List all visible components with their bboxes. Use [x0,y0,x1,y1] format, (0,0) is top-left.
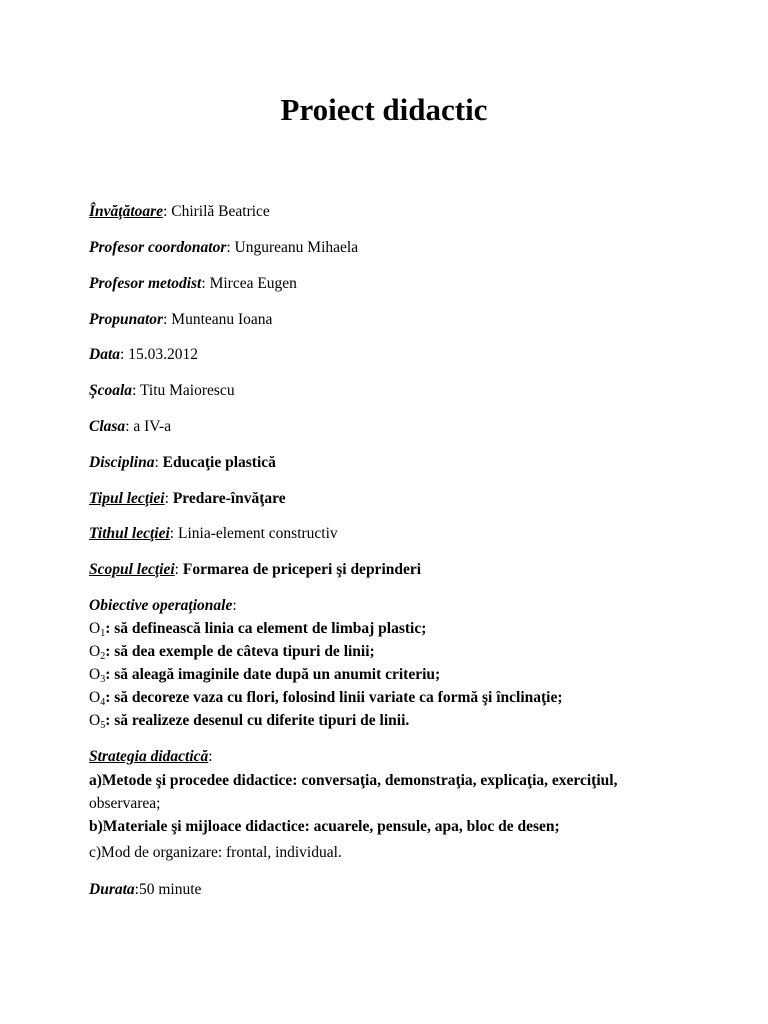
objective-item: $O_2$: să dea exemple de câteva tipuri de linii; [89,643,375,662]
field-disciplina [89,453,276,473]
field-propunator [89,310,272,330]
field-titlul-lectiei [89,524,338,544]
objective-item: $O_4$: să decoreze vaza cu flori, folosind linii variate ca formă şi înclinaţie; [89,689,563,708]
objective-item: $O_3$: să aleagă imaginile date după un anumit criteriu; [89,666,441,685]
field-label: Tipul lecţiei [89,490,165,507]
field-scoala [89,381,235,401]
field-separator: : [132,382,137,399]
field-value: Chirilă Beatrice [171,203,270,220]
field-label: Data [89,346,120,363]
field-label: Tithul lecţiei [89,525,170,542]
strategy-methods: a)Metode şi procedee didactice: conversaţia, demonstraţia, explicaţia, exerciţiul, [89,772,618,789]
field-value: Ungureanu Mihaela [234,239,359,256]
field-value: a IV-a [133,418,172,435]
field-value: Predare-învăţare [172,490,286,507]
objectives-heading [89,596,237,616]
field-label: Disciplina [89,454,155,471]
strategy-heading [89,747,213,767]
field-separator: : [226,239,231,256]
field-invatatoare [89,202,270,222]
field-label: Propunator [89,311,164,328]
objective-item: $O_5$: să realizeze desenul cu diferite tipuri de linii. [89,712,410,731]
strategy-methods-cont: observarea; [89,795,161,812]
objective-item: $O_1$: să definească linia ca element de limbaj plastic; [89,620,427,639]
field-label: Scopul lecţiei [89,561,175,578]
strategy-label: Strategia didactică [89,748,209,765]
strategy-organization: c)Mod de organizare: frontal, individual. [89,844,342,861]
field-separator: : [201,275,206,292]
field-durata [89,880,201,900]
strategy-materials: b)Materiale şi mijloace didactice: acuarele, pensule, apa, bloc de desen; [89,818,560,835]
field-clasa [89,417,171,437]
field-data [89,345,198,365]
field-scopul-lectiei [89,560,421,580]
field-value: Titu Maiorescu [139,382,235,399]
field-separator: : [120,346,125,363]
field-separator: : [169,525,175,542]
field-value: Educaţie plastică [162,454,276,471]
field-separator: : [163,203,168,220]
field-label: Profesor metodist [89,275,202,292]
field-value: 15.03.2012 [128,346,198,363]
field-label: Profesor coordonator [89,239,227,256]
field-value: Munteanu Ioana [171,311,273,328]
field-tipul-lectiei [89,489,286,509]
field-profesor-metodist [89,274,297,294]
field-value: Formarea de priceperi şi deprinderi [182,561,422,578]
field-separator: : [232,597,237,614]
field-value: Mircea Eugen [209,275,297,292]
field-label: Clasa [89,418,126,435]
field-label: Învăţătoare [89,203,164,220]
field-profesor-coordonator [89,238,358,258]
field-value: Linia-element constructiv [177,525,338,542]
field-separator: : [134,881,139,898]
field-separator: : [208,748,213,765]
field-label: Durata [89,881,135,898]
field-separator: : [125,418,130,435]
document-title: Proiect didactic [280,92,488,127]
objectives-label: Obiective operaţionale [89,597,233,614]
field-separator: : [154,454,159,471]
field-separator: : [163,311,168,328]
field-separator: : [164,490,169,507]
field-label: Şcoala [89,382,133,399]
field-separator: : [174,561,179,578]
field-value: 50 minute [138,881,202,898]
